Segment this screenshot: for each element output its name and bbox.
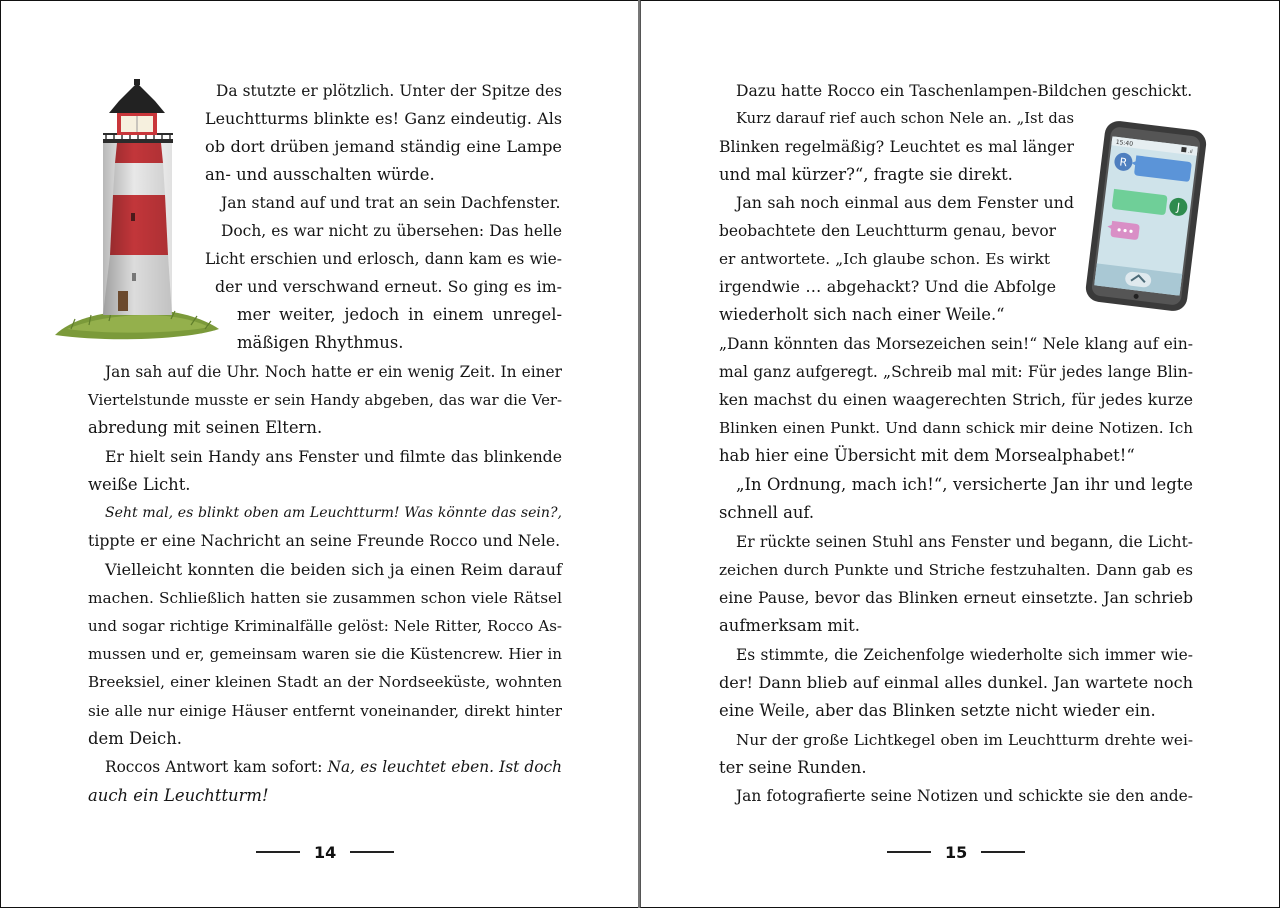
text-line: und sogar richtige Kriminalfälle gelöst: Nele Ritter, Rocco As- <box>88 617 562 635</box>
footer-rule <box>981 851 1025 853</box>
text-line: Er hielt sein Handy ans Fenster und filmte das blinkende <box>105 447 562 466</box>
text-line: Seht mal, es blinkt oben am Leuchtturm! Was könnte das sein?, <box>105 505 562 521</box>
text-line: Breeksiel, einer kleinen Stadt an der Nordseeküste, wohnten <box>88 673 562 691</box>
text-segment: Na, es leuchtet eben. Ist doch <box>327 758 562 776</box>
page-number-footer <box>887 839 1025 865</box>
text-line: Er rückte seinen Stuhl ans Fenster und begann, die Licht- <box>736 533 1193 551</box>
text-line: Leuchtturms blinkte es! Ganz eindeutig. Als <box>205 109 562 128</box>
footer-rule <box>350 851 394 853</box>
text-line: Blinken regelmäßig? Leuchtet es mal länger <box>719 137 1074 156</box>
text-line: der und verschwand erneut. So ging es im- <box>215 277 562 296</box>
text-line: Jan stand auf und trat an sein Dachfenster. <box>221 194 561 212</box>
text-line: dem Deich. <box>88 729 182 748</box>
right-page <box>640 0 1280 908</box>
text-line: Es stimmte, die Zeichenfolge wiederholte sich immer wie- <box>736 646 1193 664</box>
svg-text:.ıl: .ıl <box>1187 148 1193 156</box>
text-segment: Roccos Antwort kam sofort: <box>105 758 328 776</box>
text-line: irgendwie … abgehackt? Und die Abfolge <box>719 277 1056 296</box>
text-line <box>105 753 562 781</box>
text-line: Vielleicht konnten die beiden sich ja einen Reim darauf <box>105 560 562 579</box>
text-line: er antwortete. „Ich glaube schon. Es wirkt <box>719 250 1050 268</box>
text-line: tippte er eine Nachricht an seine Freunde Rocco und Nele. <box>88 531 561 550</box>
text-line: Doch, es war nicht zu übersehen: Das helle <box>221 222 562 240</box>
text-line: der! Dann blieb auf einmal alles dunkel. Jan wartete noch <box>719 673 1193 692</box>
text-line: Jan sah auf die Uhr. Noch hatte er ein wenig Zeit. In einer <box>105 363 562 381</box>
text-line: und mal kürzer?“, fragte sie direkt. <box>719 165 1013 184</box>
footer-rule <box>256 851 300 853</box>
text-line: „In Ordnung, mach ich!“, versicherte Jan ihr und legte <box>736 475 1193 494</box>
text-line: mäßigen Rhythmus. <box>237 333 404 352</box>
text-line: beobachtete den Leuchtturm genau, bevor <box>719 222 1056 240</box>
page-number: 14 <box>314 842 337 862</box>
text-line: wiederholt sich nach einer Weile.“ <box>719 305 1005 324</box>
text-line: Blinken einen Punkt. Und dann schick mir deine Notizen. Ich <box>719 419 1193 437</box>
svg-text:15:40: 15:40 <box>1115 138 1134 148</box>
text-line: abredung mit seinen Eltern. <box>88 418 323 437</box>
text-line: machen. Schließlich hatten sie zusammen schon viele Rätsel <box>88 589 562 607</box>
text-line: ken machst du einen waagerechten Strich, für jedes kurze <box>719 390 1193 409</box>
lighthouse-illustration <box>51 77 223 345</box>
page-number-footer <box>256 839 394 865</box>
text-line: Da stutzte er plötzlich. Unter der Spitze des <box>216 82 562 100</box>
text-line: Dazu hatte Rocco ein Taschenlampen-Bildchen geschickt. <box>736 82 1193 100</box>
text-line: mal ganz aufgeregt. „Schreib mal mit: Für jedes lange Blin- <box>719 363 1193 381</box>
text-line: zeichen durch Punkte und Striche festzuhalten. Dann gab es <box>719 561 1193 579</box>
text-line: Viertelstunde musste er sein Handy abgeben, das war die Ver- <box>88 391 562 409</box>
text-line: Nur der große Lichtkegel oben im Leuchtturm drehte wei- <box>736 731 1193 749</box>
text-line: Kurz darauf rief auch schon Nele an. „Ist das <box>736 110 1074 127</box>
text-line: ter seine Runden. <box>719 758 867 777</box>
text-line: auch ein Leuchtturm! <box>88 786 269 805</box>
text-line: sie alle nur einige Häuser entfernt voneinander, direkt hinter <box>88 702 562 720</box>
avatar-r-label: R <box>1118 155 1128 170</box>
text-line: an- und ausschalten würde. <box>205 165 435 184</box>
text-line: mussen und er, gemeinsam waren sie die Küstencrew. Hier in <box>88 645 562 663</box>
text-line: Jan fotografierte seine Notizen und schickte sie den ande- <box>736 787 1193 805</box>
footer-rule <box>887 851 931 853</box>
smartphone-illustration <box>1081 119 1211 313</box>
text-line: weiße Licht. <box>88 475 191 494</box>
text-line: schnell auf. <box>719 503 815 522</box>
text-line: eine Pause, bevor das Blinken erneut einsetzte. Jan schrieb <box>719 588 1193 607</box>
text-line: Jan sah noch einmal aus dem Fenster und <box>736 193 1074 212</box>
text-line: eine Weile, aber das Blinken setzte nicht wieder ein. <box>719 701 1156 720</box>
text-line: hab hier eine Übersicht mit dem Morsealphabet!“ <box>719 446 1135 465</box>
page-number: 15 <box>945 842 968 862</box>
text-line: „Dann könnten das Morsezeichen sein!“ Nele klang auf ein- <box>719 335 1193 353</box>
text-line: aufmerksam mit. <box>719 616 860 635</box>
avatar-j-label: J <box>1175 200 1181 215</box>
text-line: mer weiter, jedoch in einem unregel- <box>237 305 562 324</box>
text-line: ob dort drüben jemand ständig eine Lampe <box>205 137 562 156</box>
text-line: Licht erschien und erlosch, dann kam es wie- <box>205 250 562 268</box>
